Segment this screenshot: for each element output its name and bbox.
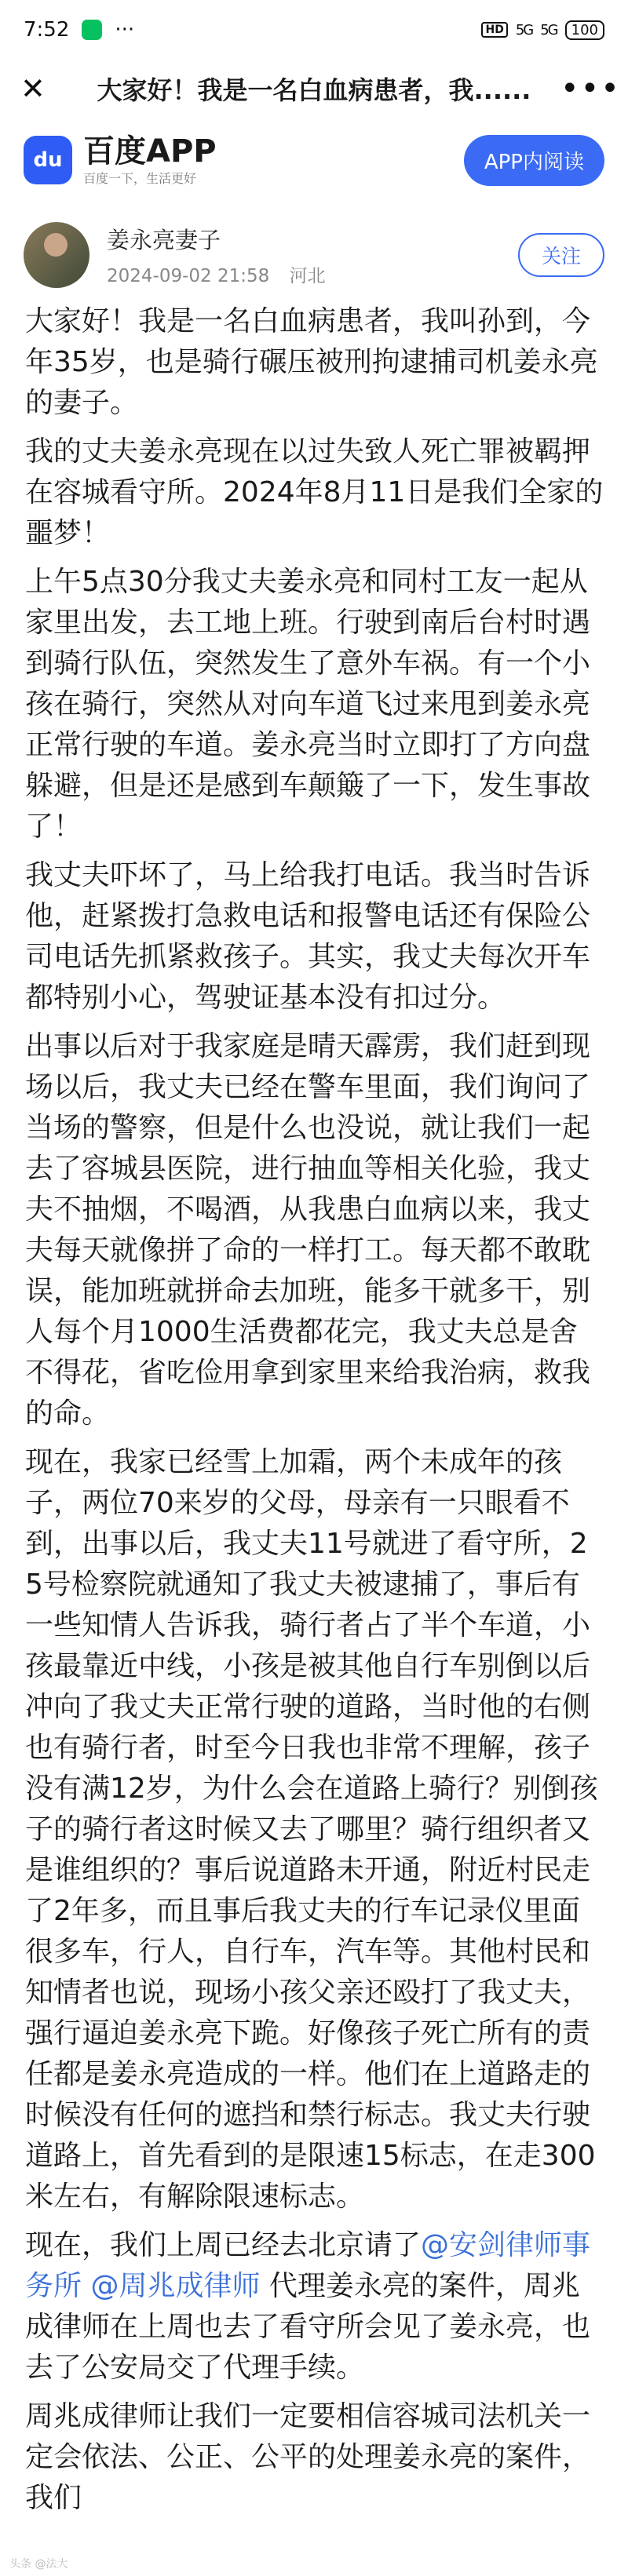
- article-paragraph: 出事以后对于我家庭是晴天霹雳，我们赶到现场以后，我丈夫已经在警车里面，我们询问了当场的警察，但是什么也没说，就让我们一起去了容城县医院，进行抽血等相关化验，我丈夫不抽烟，不喝酒，从我患白血病以来，我丈夫每天就像拼了命的一样打工。每天都不敢耽误，能加班就拼命去加班，能多干就多干，别人每个月1000生活费都花完，我丈夫总是舍不得花，省吃俭用拿到家里来给我治病，救我的命。: [25, 1030, 591, 1430]
- avatar[interactable]: [24, 222, 89, 288]
- signal-1: 5G: [515, 21, 533, 38]
- article-paragraph: [25, 2225, 604, 2388]
- paragraph-text: [82, 2270, 90, 2302]
- article-body: [0, 297, 628, 2519]
- signal-2: 5G: [540, 21, 557, 38]
- status-extra: ···: [115, 18, 135, 42]
- article-paragraph: 上午5点30分我丈夫姜永亮和同村工友一起从家里出发，去工地上班。行驶到南后台村时遇到骑行队伍，突然发生了意外车祸。有一个小孩在骑行，突然从对向车道飞过来甩到姜永亮正常行驶的车道。姜永亮当时立即打了方向盘躲避，但是还是感到车颠簸了一下，发生事故了！: [25, 566, 591, 843]
- mention-link-lawyer[interactable]: @周兆成律师: [90, 2270, 261, 2302]
- author-meta: [107, 261, 518, 287]
- post-location: 河北: [289, 266, 326, 286]
- article-paragraph: 我的丈夫姜永亮现在以过失致人死亡罪被羁押在容城看守所。2024年8月11日是我们全家的噩梦！: [25, 435, 604, 549]
- paragraph-text: 代理姜永亮的案件，周兆成律师在上周也去了看守所会见了姜永亮，也去了公安局交了代理手续。: [25, 2270, 591, 2384]
- article-paragraph: 我丈夫吓坏了，马上给我打电话。我当时告诉他，赶紧拨打急救电话和报警电话还有保险公司电话先抓紧救孩子。其实，我丈夫每次开车都特别小心，驾驶证基本没有扣过分。: [25, 859, 591, 1014]
- close-icon[interactable]: ✕: [20, 71, 46, 106]
- status-right: [481, 20, 604, 40]
- author-info: [107, 223, 518, 287]
- hd-badge: HD: [481, 22, 507, 38]
- paragraph-text: 现在，我们上周已经去北京请了: [25, 2229, 422, 2261]
- status-time: 7:52: [24, 18, 70, 42]
- status-left: [24, 18, 134, 42]
- author-row: [0, 213, 628, 297]
- article-paragraph: 周兆成律师让我们一定要相信容城司法机关一定会依法、公正、公平的处理姜永亮的案件，我们: [25, 2400, 591, 2514]
- app-name-wrap: [83, 134, 464, 187]
- open-in-app-button[interactable]: APP内阅读: [464, 135, 604, 186]
- app-slogan: 百度一下，生活更好: [83, 170, 197, 186]
- app-name: 百度APP: [83, 133, 217, 169]
- more-icon[interactable]: •••: [560, 71, 621, 107]
- post-date: 2024-09-02 21:58: [107, 266, 270, 286]
- wechat-icon: [82, 20, 102, 40]
- page-title: 大家好！我是一名白血病患者，我......: [97, 75, 531, 105]
- title-bar: [0, 60, 628, 118]
- app-banner: [0, 118, 628, 202]
- article-paragraph: 现在，我家已经雪上加霜，两个未成年的孩子，两位70来岁的父母，母亲有一只眼看不到，出事以后，我丈夫11号就进了看守所，25号检察院就通知了我丈夫被逮捕了，事后有一些知情人告诉我，骑行者占了半个车道，小孩最靠近中线，小孩是被其他自行车别倒以后冲向了我丈夫正常行驶的道路，当时他的右侧也有骑行者，时至今日我也非常不理解，孩子没有满12岁，为什么会在道路上骑行？别倒孩子的骑行者这时候又去了哪里？骑行组织者又是谁组织的？事后说道路未开通，附近村民走了2年多，而且事后我丈夫的行车记录仪里面很多车，行人，自行车，汽车等。其他村民和知情者也说，现场小孩父亲还殴打了我丈夫，强行逼迫姜永亮下跪。好像孩子死亡所有的责任都是姜永亮造成的一样。他们在上道路走的时候没有任何的遮挡和禁行标志。我丈夫行驶道路上，首先看到的是限速15标志，在走300米左右，有解除限速标志。: [25, 1446, 598, 2213]
- battery-indicator: 100: [565, 20, 604, 40]
- baidu-logo-icon: du: [24, 136, 72, 184]
- follow-button[interactable]: 关注: [518, 233, 604, 277]
- status-bar: [0, 0, 628, 60]
- author-name[interactable]: 姜永亮妻子: [107, 227, 221, 253]
- mention-link-law-firm[interactable]: @安剑律师事务所: [25, 2229, 591, 2302]
- watermark: 头条 @法大: [9, 2558, 68, 2571]
- article-paragraph: 大家好！我是一名白血病患者，我叫孙到，今年35岁，也是骑行碾压被刑拘逮捕司机姜永亮的妻子。: [25, 305, 598, 419]
